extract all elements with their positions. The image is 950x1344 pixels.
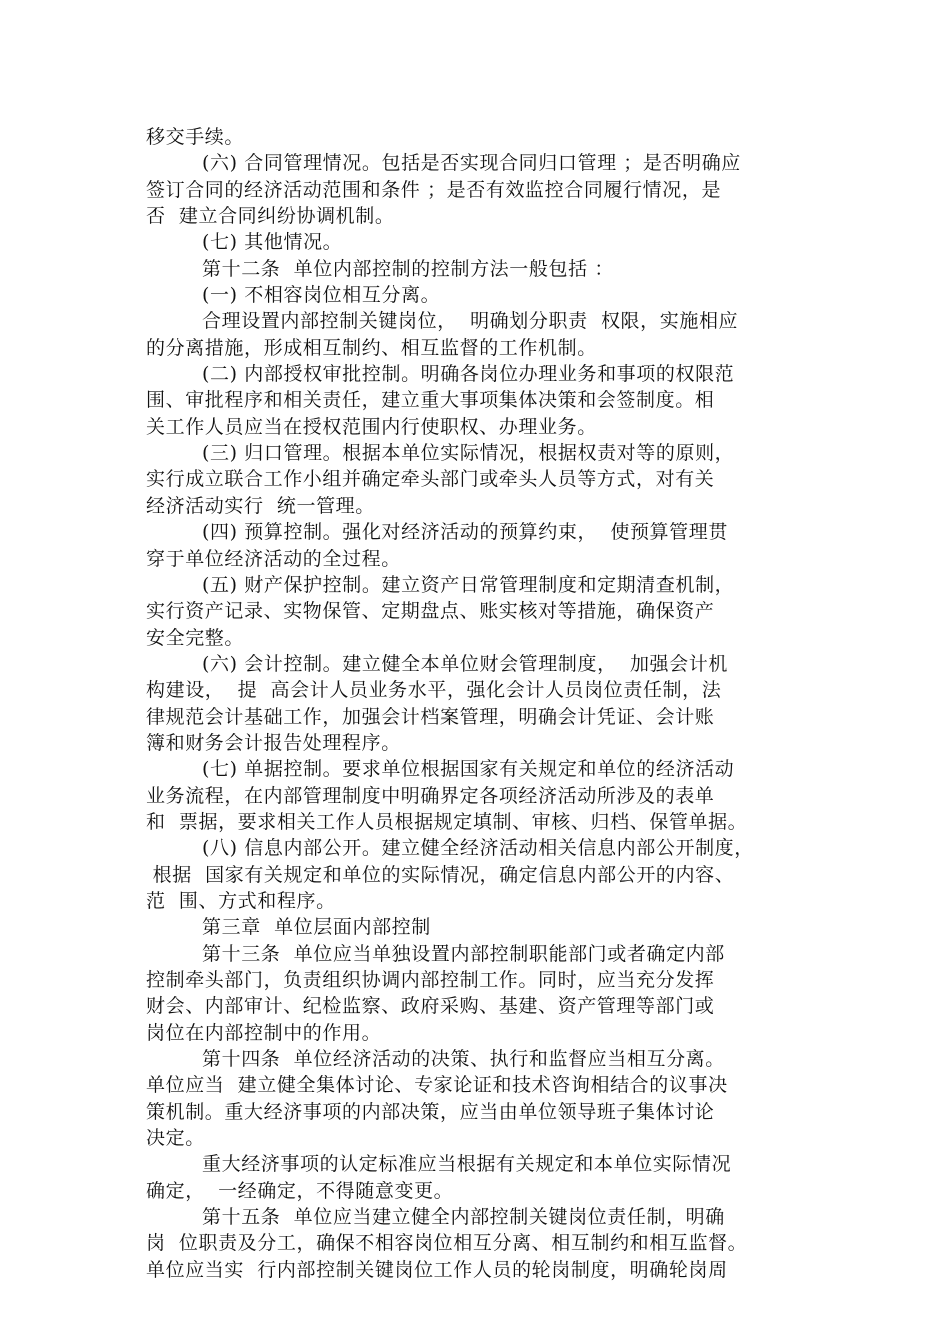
- text-line: 关工作人员应当在授权范围内行使职权、办理业务。: [146, 415, 597, 438]
- text-line: 否 建立合同纠纷协调机制。: [146, 205, 395, 228]
- text-line: 单位应当 建立健全集体讨论、专家论证和技术咨询相结合的议事决: [146, 1074, 728, 1097]
- document-body: [146, 124, 836, 1283]
- text-line: 岗 位职责及分工，确保不相容岗位相互分离、相互制约和相互监督。: [146, 1232, 748, 1255]
- text-line: 安全完整。: [146, 626, 245, 649]
- text-line: 确定， 一经确定，不得随意变更。: [146, 1179, 454, 1202]
- text-line: (八) 信息内部公开。建立健全经济活动相关信息内部公开制度，: [202, 837, 754, 860]
- text-line: 穿于单位经济活动的全过程。: [146, 547, 401, 570]
- text-line: (七) 其他情况。: [202, 231, 343, 254]
- text-line: 簿和财务会计报告处理程序。: [146, 731, 401, 754]
- text-line: 策机制。重大经济事项的内部决策，应当由单位领导班子集体讨论: [146, 1100, 715, 1123]
- text-line: 构建设， 提 高会计人员业务水平，强化会计人员岗位责任制，法: [146, 679, 722, 702]
- text-line: (二) 内部授权审批控制。明确各岗位办理业务和事项的权限范: [202, 363, 735, 386]
- text-line: 签订合同的经济活动范围和条件 ；是否有效监控合同履行情况，是: [146, 178, 722, 201]
- text-line: (五) 财产保护控制。建立资产日常管理制度和定期清查机制，: [202, 573, 735, 596]
- text-line: 范 围、方式和程序。: [146, 889, 336, 912]
- text-line: 财会、内部审计、纪检监察、政府采购、基建、资产管理等部门或: [146, 995, 715, 1018]
- text-line: 第三章 单位层面内部控制: [202, 916, 431, 939]
- text-line: (四) 预算控制。强化对经济活动的预算约束， 使预算管理贯: [202, 521, 728, 544]
- text-line: 业务流程，在内部管理制度中明确界定各项经济活动所涉及的表单: [146, 784, 715, 807]
- text-line: 第十五条 单位应当建立健全内部控制关键岗位责任制，明确: [202, 1206, 725, 1229]
- text-line: 第十四条 单位经济活动的决策、执行和监督应当相互分离。: [202, 1048, 725, 1071]
- text-line: 和 票据，要求相关工作人员根据规定填制、审核、归档、保管单据。: [146, 810, 748, 833]
- text-line: (六) 合同管理情况。包括是否实现合同归口管理 ；是否明确应: [202, 152, 741, 175]
- text-line: 律规范会计基础工作，加强会计档案管理，明确会计凭证、会计账: [146, 705, 715, 728]
- text-line: 单位应当实 行内部控制关键岗位工作人员的轮岗制度，明确轮岗周: [146, 1258, 728, 1281]
- text-line: (六) 会计控制。建立健全本单位财会管理制度， 加强会计机: [202, 652, 728, 675]
- text-line: 根据 国家有关规定和单位的实际情况，确定信息内部公开的内容、: [146, 863, 735, 886]
- text-line: 移交手续。: [146, 126, 245, 148]
- text-line: (七) 单据控制。要求单位根据国家有关规定和单位的经济活动: [202, 758, 735, 781]
- text-line: 实行资产记录、实物保管、定期盘点、账实核对等措施，确保资产: [146, 600, 715, 623]
- text-line: 经济活动实行 统一管理。: [146, 494, 375, 517]
- text-line: 第十二条 单位内部控制的控制方法一般包括 ：: [202, 257, 614, 280]
- text-line: 重大经济事项的认定标准应当根据有关规定和本单位实际情况: [202, 1153, 732, 1176]
- text-line: 的分离措施，形成相互制约、相互监督的工作机制。: [146, 336, 597, 359]
- text-line: 围、审批程序和相关责任，建立重大事项集体决策和会签制度。相: [146, 389, 715, 412]
- text-line: 第十三条 单位应当单独设置内部控制职能部门或者确定内部: [202, 942, 725, 965]
- text-line: (三) 归口管理。根据本单位实际情况，根据权责对等的原则，: [202, 442, 735, 465]
- text-line: 控制牵头部门，负责组织协调内部控制工作。同时，应当充分发挥: [146, 969, 715, 991]
- text-line: 岗位在内部控制中的作用。: [146, 1021, 382, 1044]
- text-line: 实行成立联合工作小组并确定牵头部门或牵头人员等方式，对有关: [146, 468, 715, 491]
- text-line: 合理设置内部控制关键岗位， 明确划分职责 权限，实施相应: [202, 310, 739, 333]
- text-line: 决定。: [146, 1127, 205, 1150]
- text-line: (一) 不相容岗位相互分离。: [202, 284, 441, 307]
